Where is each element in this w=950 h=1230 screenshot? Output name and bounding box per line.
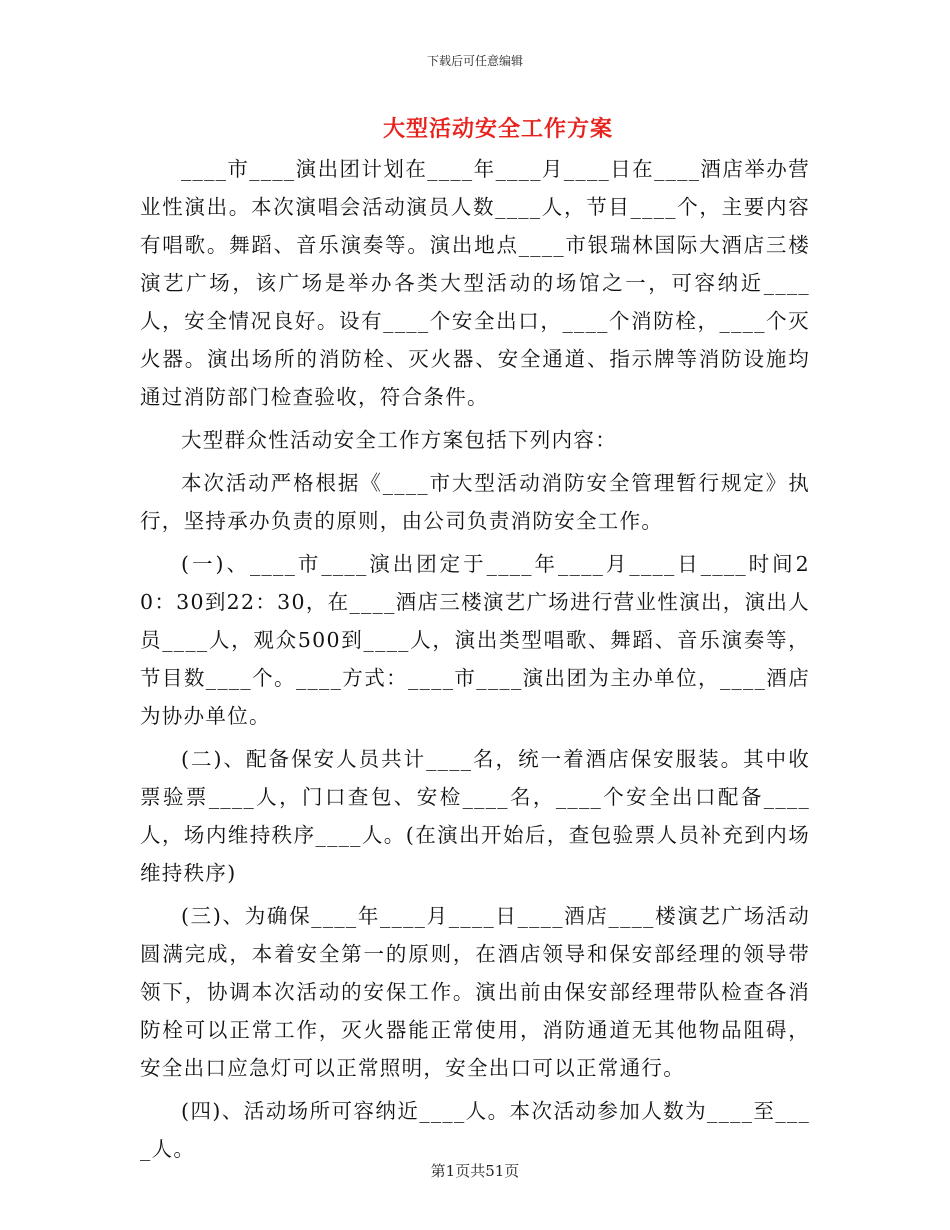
paragraph-regulation: 本次活动严格根据《____市大型活动消防安全管理暂行规定》执行，坚持承办负责的原则，由公司负责消防安全工作。 [140, 471, 810, 533]
header-note: 下载后可任意编辑 [426, 54, 523, 68]
paragraph-section-3: (三)、为确保____年____月____日____酒店____楼演艺广场活动圆满完成，本着安全第一的原则，在酒店领导和保安部经理的领导带领下，协调本次活动的安保工作。演出前由保安部经理带队检查各消防栓可以正常工作，灭火器能正常使用，消防通道无其他物品阻碍，安全出口应急灯可以正常照明，安全出口可以正常通行。 [140, 904, 810, 1080]
paragraph-section-4: (四)、活动场所可容纳近____人。本次活动参加人数为____至____人。 [140, 1099, 810, 1161]
paragraph-section-2: (二)、配备保安人员共计____名，统一着酒店保安服装。其中收票验票____人，门口查包、安检____名，____个安全出口配备____人，场内维持秩序____人。(在演出开始后，查包验票人员补充到内场维持秩序) [140, 747, 810, 885]
paragraph-intro: ____市____演出团计划在____年____月____日在____酒店举办营业性演出。本次演唱会活动演员人数____人，节目____个，主要内容有唱歌。舞蹈、音乐演奏等。演出地点____市银瑞林国际大酒店三楼演艺广场，该广场是举办各类大型活动的场馆之一，可容纳近____人，安全情况良好。设有____个安全出口，____个消防栓，____个灭火器。演出场所的消防栓、灭火器、安全通道、指示牌等消防设施均通过消防部门检查验收，符合条件。 [140, 157, 810, 409]
paragraph-contents-heading: 大型群众性活动安全工作方案包括下列内容： [181, 428, 617, 452]
document-title: 大型活动安全工作方案 [382, 116, 613, 142]
paragraph-section-1: (一)、____市____演出团定于____年____月____日____时间20：30到22：30，在____酒店三楼演艺广场进行营业性演出，演出人员____人，观众500到____人，演出类型唱歌、舞蹈、音乐演奏等，节目数____个。____方式：____市____演出团为主办单位，____酒店为协办单位。 [140, 552, 810, 728]
document-body [140, 150, 810, 1173]
page-number: 第1页共51页 [430, 1162, 520, 1180]
